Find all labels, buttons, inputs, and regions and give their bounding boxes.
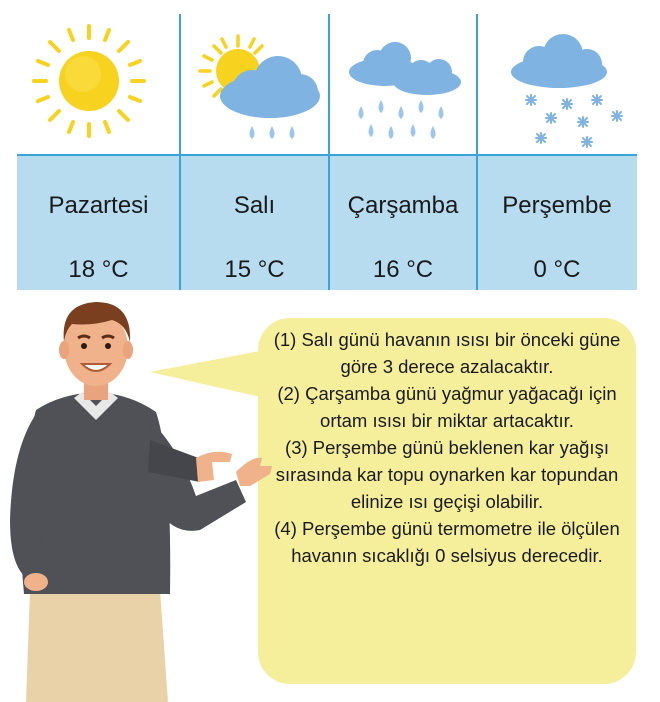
day-temperature: 18 °C bbox=[68, 256, 129, 283]
speech-bubble-text bbox=[262, 326, 632, 569]
day-name: Çarşamba bbox=[347, 192, 459, 219]
day-name: Perşembe bbox=[502, 192, 612, 219]
table-divider-vertical bbox=[179, 14, 181, 290]
table-divider-vertical bbox=[476, 14, 478, 290]
forecast-day-thursday bbox=[477, 14, 637, 290]
day-temperature: 0 °C bbox=[533, 256, 581, 283]
presenter-scene bbox=[0, 290, 660, 702]
statement-3: (3) Perşembe günü beklenen kar yağışı sırasında kar topu oynarken kar topundan elinize ısı geçişi olabilir. bbox=[275, 437, 619, 512]
forecast-day-monday bbox=[17, 14, 180, 290]
day-name: Salı bbox=[233, 192, 276, 219]
rain-cloud-icon bbox=[329, 14, 477, 154]
day-temperature: 15 °C bbox=[224, 256, 285, 283]
weather-forecast-table bbox=[17, 14, 637, 290]
statement-4: (4) Perşembe günü termometre ile ölçülen havanın sıcaklığı 0 selsiyus derecedir. bbox=[274, 518, 620, 566]
sun-icon bbox=[17, 14, 180, 154]
statement-1: (1) Salı günü havanın ısısı bir önceki güne göre 3 derece azalacaktır. bbox=[273, 329, 621, 377]
statement-2: (2) Çarşamba günü yağmur yağacağı için ortam ısısı bir miktar artacaktır. bbox=[277, 383, 617, 431]
table-divider-horizontal bbox=[17, 154, 637, 156]
day-temperature: 16 °C bbox=[372, 256, 434, 283]
presenter-man-icon bbox=[0, 290, 300, 702]
day-name: Pazartesi bbox=[48, 192, 149, 219]
forecast-day-wednesday bbox=[329, 14, 477, 290]
snow-cloud-icon bbox=[477, 14, 637, 154]
table-divider-vertical bbox=[328, 14, 330, 290]
forecast-day-tuesday bbox=[180, 14, 329, 290]
sun-cloud-rain-icon bbox=[180, 14, 329, 154]
